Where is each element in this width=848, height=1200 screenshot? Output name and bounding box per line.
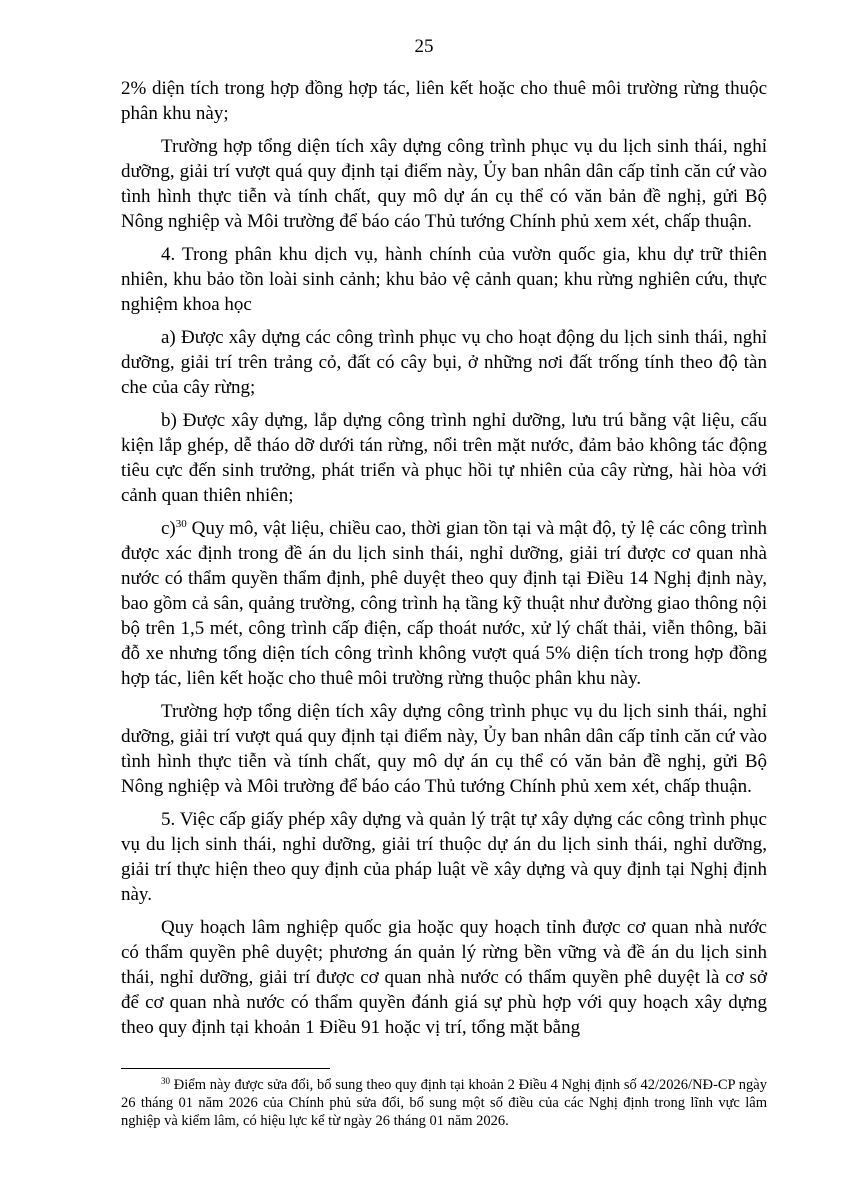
paragraph-point-b: b) Được xây dựng, lắp dựng công trình nghỉ dưỡng, lưu trú bằng vật liệu, cấu kiện lắp ghép, dễ tháo dỡ dưới tán rừng, nổi trên mặt nước, đảm bảo không tác động tiêu cực đến sinh trưởng, phát triển và phục hồi tự nhiên của cây rừng, hài hòa với cảnh quan thiên nhiên; bbox=[121, 410, 767, 506]
paragraph-point-c bbox=[121, 516, 767, 691]
footnote-30 bbox=[121, 1076, 767, 1130]
paragraph-planning: Quy hoạch lâm nghiệp quốc gia hoặc quy hoạch tỉnh được cơ quan nhà nước có thẩm quyền phê duyệt; phương án quản lý rừng bền vững và đề án du lịch sinh thái, nghỉ dưỡng, giải trí được cơ quan nhà nước có thẩm quyền phê duyệt là cơ sở để cơ quan nhà nước có thẩm quyền đánh giá sự phù hợp với quy hoạch xây dựng theo quy định tại khoản 1 Điều 91 hoặc vị trí, tổng mặt bằng bbox=[121, 917, 767, 1038]
paragraph-point-a: a) Được xây dựng các công trình phục vụ cho hoạt động du lịch sinh thái, nghỉ dưỡng, giải trí trên trảng cỏ, đất có cây bụi, ở những nơi đất trống tính theo độ tàn che của cây rừng; bbox=[121, 327, 767, 398]
footnote-text: Điểm này được sửa đổi, bổ sung theo quy định tại khoản 2 Điều 4 Nghị định số 42/2026/NĐ-CP ngày 26 tháng 01 năm 2026 của Chính phủ sửa đổi, bổ sung một số điều của các Nghị định trong lĩnh vực lâm nghiệp và kiểm lâm, có hiệu lực kể từ ngày 26 tháng 01 năm 2026. bbox=[121, 1077, 767, 1129]
body-text bbox=[121, 76, 767, 1048]
page-number: 25 bbox=[414, 36, 434, 57]
footnote-separator bbox=[121, 1068, 330, 1069]
footnote-number: 30 bbox=[161, 1076, 170, 1086]
paragraph-continuation: 2% diện tích trong hợp đồng hợp tác, liên kết hoặc cho thuê môi trường rừng thuộc phân khu này; bbox=[121, 78, 767, 124]
paragraph-exceeding-area-2: Trường hợp tổng diện tích xây dựng công trình phục vụ du lịch sinh thái, nghỉ dưỡng, giải trí vượt quá quy định tại điểm này, Ủy ban nhân dân cấp tỉnh căn cứ vào tình hình thực tiễn và tính chất, quy mô dự án cụ thể có văn bản đề nghị, gửi Bộ Nông nghiệp và Môi trường để báo cáo Thủ tướng Chính phủ xem xét, chấp thuận. bbox=[121, 701, 767, 797]
point-c-text: Quy mô, vật liệu, chiều cao, thời gian tồn tại và mật độ, tỷ lệ các công trình được xác định trong đề án du lịch sinh thái, nghỉ dưỡng, giải trí được cơ quan nhà nước có thẩm quyền thẩm định, phê duyệt theo quy định tại Điều 14 Nghị định này, bao gồm cả sân, quảng trường, công trình hạ tầng kỹ thuật như đường giao thông nội bộ trên 1,5 mét, công trình cấp điện, cấp thoát nước, xử lý chất thải, viễn thông, bãi đỗ xe nhưng tổng diện tích công trình không vượt quá 5% diện tích trong hợp đồng hợp tác, liên kết hoặc cho thuê môi trường rừng thuộc phân khu này. bbox=[121, 518, 767, 689]
footnote-reference-30[interactable]: 30 bbox=[175, 518, 187, 530]
point-c-label: c) bbox=[161, 518, 176, 539]
paragraph-clause-5: 5. Việc cấp giấy phép xây dựng và quản lý trật tự xây dựng các công trình phục vụ du lịch sinh thái, nghỉ dưỡng, giải trí thuộc dự án du lịch sinh thái, nghỉ dưỡng, giải trí thực hiện theo quy định của pháp luật về xây dựng và quy định tại Nghị định này. bbox=[121, 809, 767, 905]
paragraph-exceeding-area-1: Trường hợp tổng diện tích xây dựng công trình phục vụ du lịch sinh thái, nghỉ dưỡng, giải trí vượt quá quy định tại điểm này, Ủy ban nhân dân cấp tỉnh căn cứ vào tình hình thực tiễn và tính chất, quy mô dự án cụ thể có văn bản đề nghị, gửi Bộ Nông nghiệp và Môi trường để báo cáo Thủ tướng Chính phủ xem xét, chấp thuận. bbox=[121, 136, 767, 232]
paragraph-clause-4: 4. Trong phân khu dịch vụ, hành chính của vườn quốc gia, khu dự trữ thiên nhiên, khu bảo tồn loài sinh cảnh; khu bảo vệ cảnh quan; khu rừng nghiên cứu, thực nghiệm khoa học bbox=[121, 244, 767, 315]
